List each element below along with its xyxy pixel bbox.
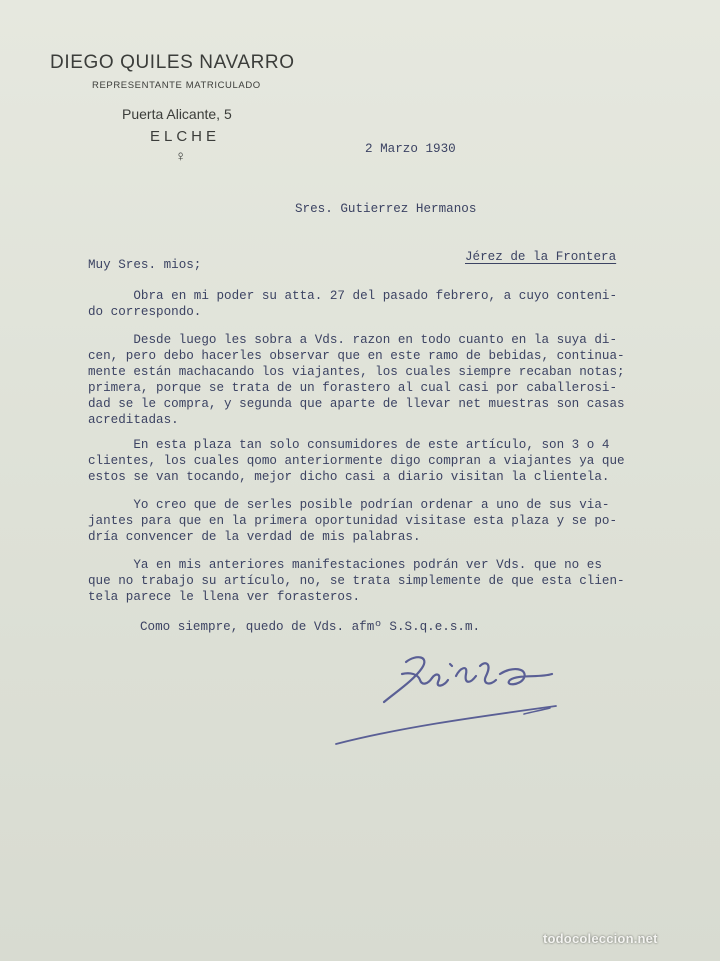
letter-date: 2 Marzo 1930 <box>365 142 456 156</box>
letter-place: Jérez de la Frontera <box>465 250 617 264</box>
letter-recipient: Sres. Gutierrez Hermanos <box>295 202 477 216</box>
letterhead-name: DIEGO QUILES NAVARRO <box>50 52 295 73</box>
letter-paragraph: Obra en mi poder su atta. 27 del pasado febrero, a cuyo conteni- do correspondo. <box>88 289 618 319</box>
letter-salutation: Muy Sres. mios; <box>88 258 202 272</box>
letter-paragraph: En esta plaza tan solo consumidores de este artículo, son 3 o 4 clientes, los cuales qomo anteriormente digo compran a viajantes ya que estos se van tocando, mejor dicho casi a diario visitan la clientela. <box>88 438 625 484</box>
letterhead-mark: ♀ <box>175 148 187 165</box>
letterhead-role: REPRESENTANTE MATRICULADO <box>92 80 261 91</box>
letterhead-street: Puerta Alicante, 5 <box>122 106 232 122</box>
signature-icon <box>318 644 578 754</box>
watermark: todocoleccion.net <box>543 931 658 946</box>
letter-closing: Como siempre, quedo de Vds. afmº S.S.q.e.s.m. <box>140 620 481 634</box>
letter-paragraph: Yo creo que de serles posible podrían ordenar a uno de sus via- jantes para que en la primera oportunidad visitase esta plaza y se po- dría convencer de la verdad de mis palabras. <box>88 498 618 544</box>
letter-paragraph: Desde luego les sobra a Vds. razon en todo cuanto en la suya di- cen, pero debo hacerles observar que en este ramo de bebidas, continua- mente están machacando los viajantes, los cuales siempre recaban notas; primera, porque se trata de un forastero al cual casi por caballerosi- dad se le compra, y segunda que aparte de llevar net muestras son casas acreditadas. <box>88 333 625 427</box>
letter-paragraph: Ya en mis anteriores manifestaciones podrán ver Vds. que no es que no trabajo su artículo, no, se trata simplemente de que esta clien- tela parece le llena ver forasteros. <box>88 558 625 604</box>
letterhead-city: ELCHE <box>150 128 221 145</box>
